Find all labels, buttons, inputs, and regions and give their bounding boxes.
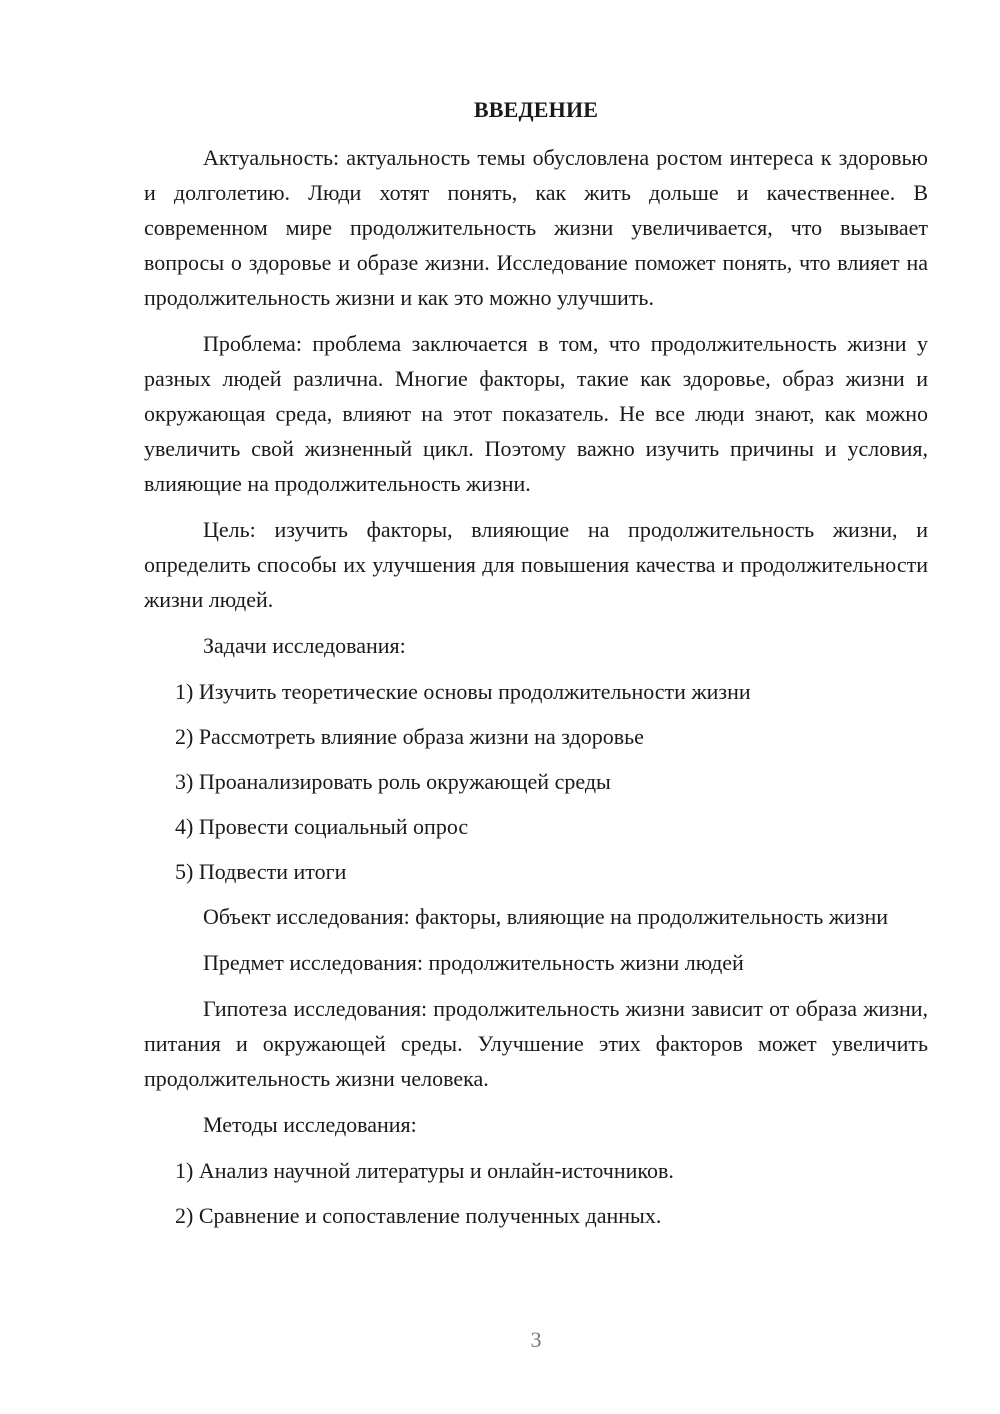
section-heading: ВВЕДЕНИЕ xyxy=(473,97,599,122)
page-number: 3 xyxy=(530,1327,542,1352)
goal-paragraph: Цель: изучить факторы, влияющие на продолжительность жизни, и определить способы их улучшения для повышения качества и продолжительности жизни людей. xyxy=(144,517,928,612)
methods-list xyxy=(144,1153,928,1233)
list-item: 1) Изучить теоретические основы продолжительности жизни xyxy=(175,679,751,704)
methods-heading: Методы исследования: xyxy=(203,1112,417,1137)
tasks-heading: Задачи исследования: xyxy=(203,633,406,658)
subject-paragraph: Предмет исследования: продолжительность жизни людей xyxy=(203,950,744,975)
list-item: 2) Сравнение и сопоставление полученных данных. xyxy=(175,1203,662,1228)
list-item: 4) Провести социальный опрос xyxy=(175,814,469,839)
list-item: 5) Подвести итоги xyxy=(175,859,347,884)
object-paragraph: Объект исследования: факторы, влияющие на продолжительность жизни xyxy=(203,904,889,929)
list-item: 1) Анализ научной литературы и онлайн-источников. xyxy=(175,1158,674,1183)
list-item: 3) Проанализировать роль окружающей среды xyxy=(175,769,611,794)
problem-paragraph: Проблема: проблема заключается в том, что продолжительность жизни у разных людей различна. Многие факторы, такие как здоровье, образ жизни и окружающая среда, влияют на этот показатель. Не все люди знают, как можно увеличить свой жизненный цикл. Поэтому важно изучить причины и условия, влияющие на продолжительность жизни. xyxy=(144,331,928,496)
page-content xyxy=(144,92,928,1243)
relevance-paragraph: Актуальность: актуальность темы обусловлена ростом интереса к здоровью и долголетию. Люди хотят понять, как жить дольше и качественнее. В современном мире продолжительность жизни увеличивается, что вызывает вопросы о здоровье и образе жизни. Исследование поможет понять, что влияет на продолжительность жизни и как это можно улучшить. xyxy=(144,145,928,310)
list-item: 2) Рассмотреть влияние образа жизни на здоровье xyxy=(175,724,644,749)
tasks-list xyxy=(144,674,928,889)
hypothesis-paragraph: Гипотеза исследования: продолжительность жизни зависит от образа жизни, питания и окружающей среды. Улучшение этих факторов может увеличить продолжительность жизни человека. xyxy=(144,996,928,1091)
